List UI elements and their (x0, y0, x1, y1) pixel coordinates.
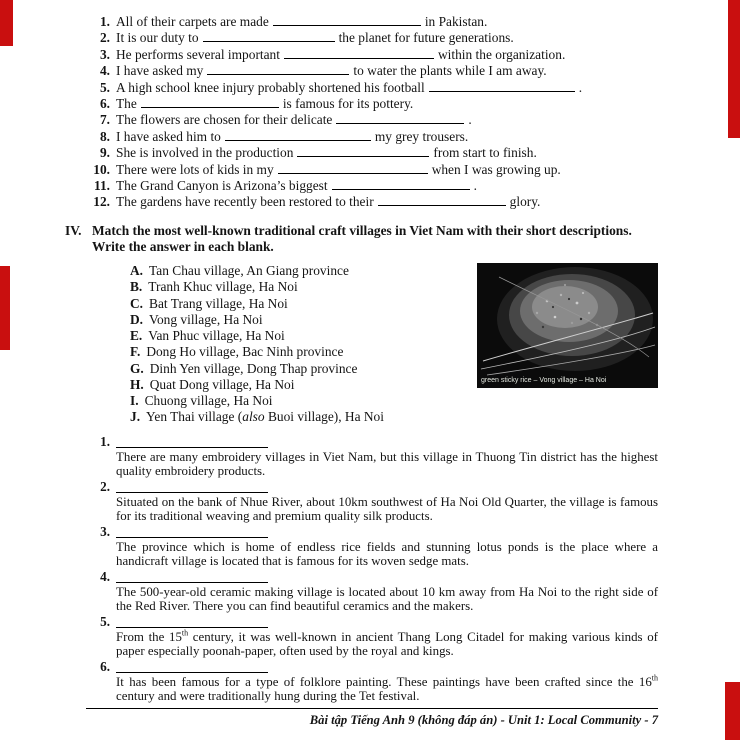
question-number: 3. (100, 524, 110, 540)
item-number: 4. (99, 63, 110, 79)
ordinal-suffix: th (651, 673, 658, 683)
exercise-item (86, 47, 658, 63)
item-pre: He performs several important (116, 46, 280, 62)
photo-caption: green sticky rice – Vong village – Ha Noi (481, 377, 607, 385)
exercise-item (86, 63, 658, 79)
question-blank-row (86, 435, 658, 450)
matching-question (86, 660, 658, 703)
item-post: from start to finish. (433, 145, 537, 161)
sticky-rice-photo-graphic (477, 263, 658, 388)
answer-blank (207, 63, 349, 75)
answer-blank (225, 129, 371, 141)
question-text: Situated on the bank of Nhue River, about 10km southwest of Ha Noi Old Quarter, the village is famous for its traditional weaving and premium quality silk products. (116, 494, 658, 524)
item-number: 10. (93, 161, 110, 177)
option-letter: G. (130, 360, 144, 376)
option-text-post: Buoi village), Ha Noi (264, 409, 384, 425)
item-pre: A high school knee injury probably shortened his football (116, 79, 425, 95)
option-letter: A. (130, 263, 144, 279)
item-post: . (473, 178, 477, 194)
matching-question (86, 435, 658, 478)
page-footer (86, 708, 658, 727)
answer-blank (116, 615, 268, 628)
item-number: 8. (99, 128, 110, 144)
question-blank-row (86, 525, 658, 540)
question-number: 1. (100, 434, 110, 450)
item-pre: The Grand Canyon is Arizona’s biggest (116, 178, 328, 194)
option-italic: also (242, 409, 265, 425)
item-text (116, 96, 658, 112)
item-pre: The gardens have recently been restored to their (116, 194, 374, 210)
item-pre: She is involved in the production (116, 145, 294, 161)
item-post: the planet for future generations. (338, 30, 514, 46)
item-text (116, 14, 658, 30)
option-text: Tan Chau village, An Giang province (149, 263, 349, 279)
option-text: Quat Dong village, Ha Noi (149, 376, 295, 392)
answer-blank (273, 14, 421, 26)
item-post: glory. (509, 194, 541, 210)
item-number: 1. (99, 14, 110, 29)
item-number: 11. (94, 178, 110, 194)
item-post: . (468, 112, 472, 128)
option-text: Bat Trang village, Ha Noi (149, 295, 288, 311)
question-text: It has been famous for a type of folklore painting. These paintings have been crafted since the 16th century and were traditionally hung during the Tet festival. (116, 673, 658, 704)
item-pre: All of their carpets are made (116, 14, 269, 29)
item-number: 9. (99, 145, 110, 161)
item-text (116, 145, 658, 161)
option-text: Vong village, Ha Noi (149, 311, 263, 327)
question-number: 2. (100, 479, 110, 495)
matching-question (86, 615, 658, 658)
red-cover-edge (728, 0, 740, 138)
option-letter: F. (130, 344, 141, 360)
item-number: 7. (99, 112, 110, 128)
matching-question (86, 480, 658, 523)
answer-blank (378, 194, 506, 206)
answer-blank (141, 96, 279, 108)
exercise-item (86, 162, 658, 178)
option-letter: E. (130, 328, 143, 344)
question-text: There are many embroidery villages in Viet Nam, but this village in Thuong Tin district has the highest quality embroidery products. (116, 449, 658, 479)
item-post: within the organization. (437, 46, 566, 62)
item-text (116, 129, 658, 145)
options-and-photo (86, 263, 658, 425)
item-number: 2. (99, 30, 110, 46)
answer-blank (116, 480, 268, 493)
question-blank-row (86, 615, 658, 630)
answer-blank (203, 30, 335, 42)
item-pre: I have asked my (116, 63, 204, 79)
answer-blank (297, 145, 429, 157)
item-pre: The flowers are chosen for their delicate (116, 112, 333, 128)
answer-blank (429, 80, 575, 92)
option-text: Dong Ho village, Bac Ninh province (146, 344, 344, 360)
item-number: 3. (99, 46, 110, 62)
exercise-item (86, 194, 658, 210)
item-text (116, 194, 658, 210)
question-text: From the 15th century, it was well-known in ancient Thang Long Citadel for making various kinds of paper especially poonah-paper, often used by the royal and kings. (116, 628, 658, 659)
option-text: Tranh Khuc village, Ha Noi (148, 279, 298, 295)
exercise-item (86, 80, 658, 96)
item-post: my grey trousers. (374, 128, 469, 144)
exercise-4-heading (65, 223, 658, 255)
item-text (116, 162, 658, 178)
red-cover-edge (0, 266, 10, 350)
exercise-number: IV. (65, 222, 82, 238)
item-text (116, 178, 658, 194)
footer-text: Bài tập Tiếng Anh 9 (không đáp án) - Unit 1: Local Community - 7 (309, 713, 658, 727)
answer-blank (336, 112, 464, 124)
question-number: 6. (100, 659, 110, 675)
item-post: to water the plants while I am away. (353, 63, 547, 79)
option-text: Yen Thai village ( (146, 409, 243, 425)
item-pre: There were lots of kids in my (116, 161, 274, 177)
exercise-item (86, 14, 658, 30)
item-number: 6. (99, 96, 110, 112)
question-text: The 500-year-old ceramic making village is located about 10 km away from Ha Noi to the right side of the Red River. There you can find beautiful ceramics and the makers. (116, 584, 658, 614)
item-text (116, 30, 658, 46)
matching-questions (86, 435, 658, 703)
matching-question (86, 570, 658, 613)
option-letter: D. (130, 311, 144, 327)
item-post: is famous for its pottery. (282, 96, 414, 112)
option-text: Dinh Yen village, Dong Thap province (149, 360, 358, 376)
option-letter: C. (130, 295, 144, 311)
option-text: Van Phuc village, Ha Noi (148, 328, 285, 344)
exercise-item (86, 129, 658, 145)
option-letter: J. (130, 409, 141, 425)
question-number: 4. (100, 569, 110, 585)
item-text (116, 47, 658, 63)
exercise-item (86, 145, 658, 161)
item-number: 12. (93, 194, 110, 210)
page-content (65, 14, 658, 705)
exercise-item (86, 30, 658, 46)
ordinal-suffix: th (181, 628, 189, 638)
question-blank-row (86, 660, 658, 675)
answer-blank (116, 660, 268, 673)
question-blank-row (86, 480, 658, 495)
option-letter: B. (130, 279, 143, 295)
option-letter: I. (130, 392, 139, 408)
village-photo (477, 263, 658, 388)
exercise-item (86, 178, 658, 194)
item-post: in Pakistan. (424, 14, 488, 29)
red-cover-edge (0, 0, 13, 46)
question-text: The province which is home of endless rice fields and stunning lotus ponds is the place where a handicraft village is located that is famous for its woven sedge mats. (116, 539, 658, 569)
answer-blank (332, 178, 470, 190)
fill-in-blanks-exercise (86, 14, 658, 211)
item-post: when I was growing up. (431, 161, 561, 177)
exercise-item (86, 112, 658, 128)
item-number: 5. (99, 79, 110, 95)
item-text (116, 112, 658, 128)
item-pre: It is our duty to (116, 30, 199, 46)
answer-blank (278, 162, 428, 174)
item-text (116, 80, 658, 96)
red-cover-edge (725, 682, 740, 740)
village-option (130, 393, 658, 409)
option-letter: H. (130, 376, 144, 392)
answer-blank (116, 570, 268, 583)
answer-blank (116, 435, 268, 448)
option-text: Chuong village, Ha Noi (144, 392, 273, 408)
village-option (130, 409, 658, 425)
exercise-item (86, 96, 658, 112)
item-pre: I have asked him to (116, 128, 221, 144)
answer-blank (284, 47, 434, 59)
item-text (116, 63, 658, 79)
matching-question (86, 525, 658, 568)
answer-blank (116, 525, 268, 538)
question-blank-row (86, 570, 658, 585)
item-post: . (578, 79, 583, 95)
exercise-heading-text: Match the most well-known traditional craft villages in Viet Nam with their short descriptions. Write the answer in each blank. (92, 222, 632, 255)
question-number: 5. (100, 614, 110, 630)
item-pre: The (116, 96, 137, 112)
